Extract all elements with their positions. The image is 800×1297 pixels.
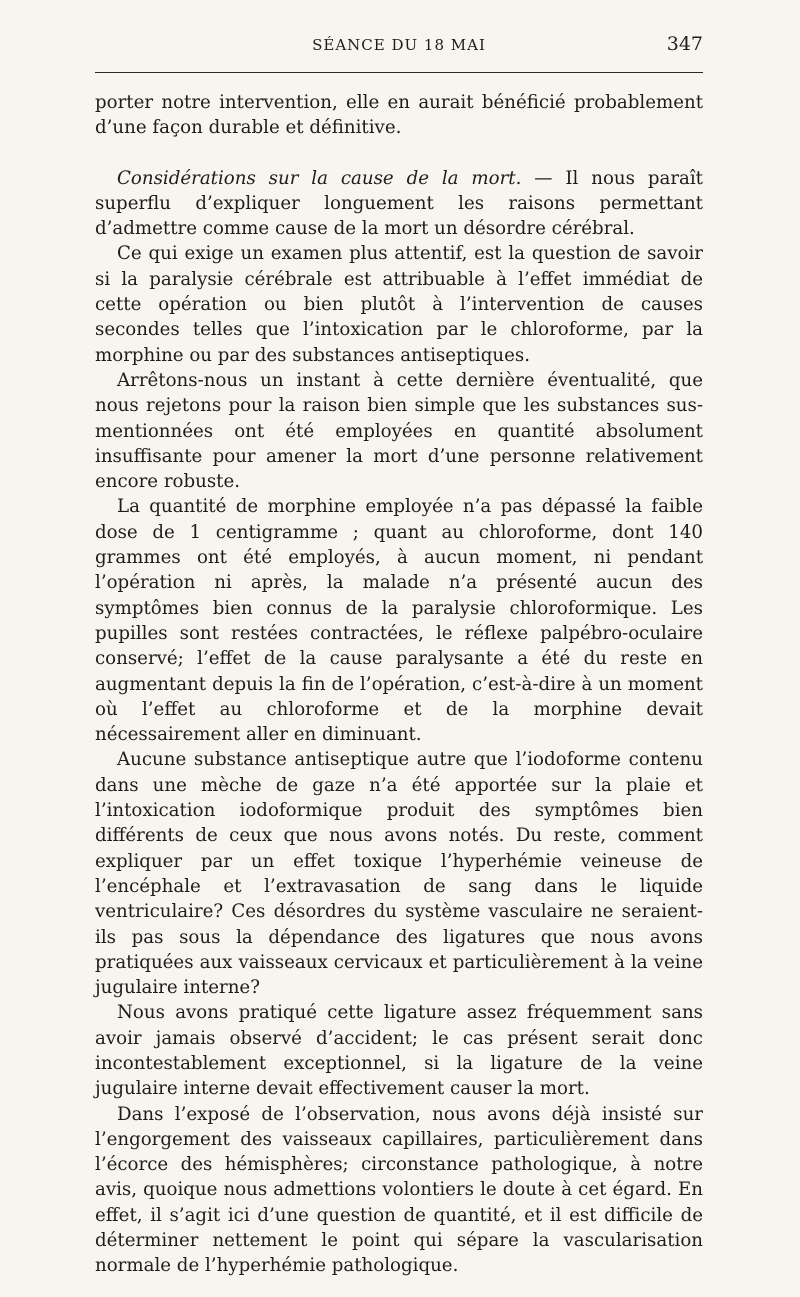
page-header [95,33,703,60]
paragraph [95,241,703,367]
paragraph-text: — Il nous paraît superflu d’expliquer longuement les raisons permettant d’admettre comme cause de la mort un désordre cérébral. [95,167,703,240]
paragraph-text: porter notre intervention, elle en aurait bénéficié probablement d’une façon durable et définitive. [95,92,703,139]
header-rule [95,72,703,73]
paragraph-text: Aucune substance antiseptique autre que l’iodoforme contenu dans une mèche de gaze n’a été apportée sur la plaie et l’intoxication iodoformique produit des symptômes bien différents de ceux que nous avons notés. Du reste, comment expliquer par un effet toxique l’hyperhémie veineuse de l’encéphale et l’extravasation de sang dans le liquide ventriculaire? Ces désordres du système vasculaire ne seraient-ils pas sous la dépendance des ligatures que nous avons pratiquées aux vaisseaux cervicaux et particulièrement à la veine jugulaire interne? [95,749,703,999]
body-text [95,90,703,1279]
page-number: 347 [666,33,703,55]
paragraph-text: Ce qui exige un examen plus attentif, est la question de savoir si la paralysie cérébrale est attribuable à l’effet immédiat de cette opération ou bien plutôt à l’intervention de causes secondes telles que l’intoxication par le chloroforme, par la morphine ou par des substances antiseptiques. [95,243,703,366]
paragraph-text: Nous avons pratiqué cette ligature assez fréquemment sans avoir jamais observé d’accident; le cas présent serait donc incontestablement exceptionnel, si la ligature de la veine jugulaire interne devait effectivement causer la mort. [95,1002,703,1100]
paragraph [95,166,703,242]
paragraph [95,90,703,141]
paragraph-text: Arrêtons-nous un instant à cette dernière éventualité, que nous rejetons pour la raison bien simple que les substances sus-mentionnées ont été employées en quantité absolument insuffisante pour amener la mort d’une personne relativement encore robuste. [95,369,703,493]
paragraph [95,1000,703,1101]
section-heading: Considérations sur la cause de la mort. [117,167,522,189]
paragraph [95,1102,703,1279]
paragraph [95,494,703,747]
paragraph-text: La quantité de morphine employée n’a pas dépassé la faible dose de 1 centigramme ; quant au chloroforme, dont 140 grammes ont été employés, à aucun moment, ni pendant l’opération ni après, la malade n’a présenté aucun des symptômes bien connus de la paralysie chloroformique. Les pupilles sont restées contractées, le réflexe palpébro-oculaire conservé; l’effet de la cause paralysante a été du reste en augmentant depuis la fin de l’opération, c’est-à-dire à un moment où l’effet au chloroforme et de la morphine devait nécessairement aller en diminuant. [95,496,703,746]
paragraph [95,368,703,494]
paragraph [95,747,703,1000]
paragraph-text: Dans l’exposé de l’observation, nous avons déjà insisté sur l’engorgement des vaisseaux capillaires, particulièrement dans l’écorce des hémisphères; circonstance pathologique, à notre avis, quoique nous admettions volontiers le doute à cet égard. En effet, il s’agit ici d’une question de quantité, et il est difficile de déterminer nettement le point qui sépare la vascularisation normale de l’hyperhémie pathologique. [95,1103,703,1277]
running-title: SÉANCE DU 18 MAI [312,36,486,54]
